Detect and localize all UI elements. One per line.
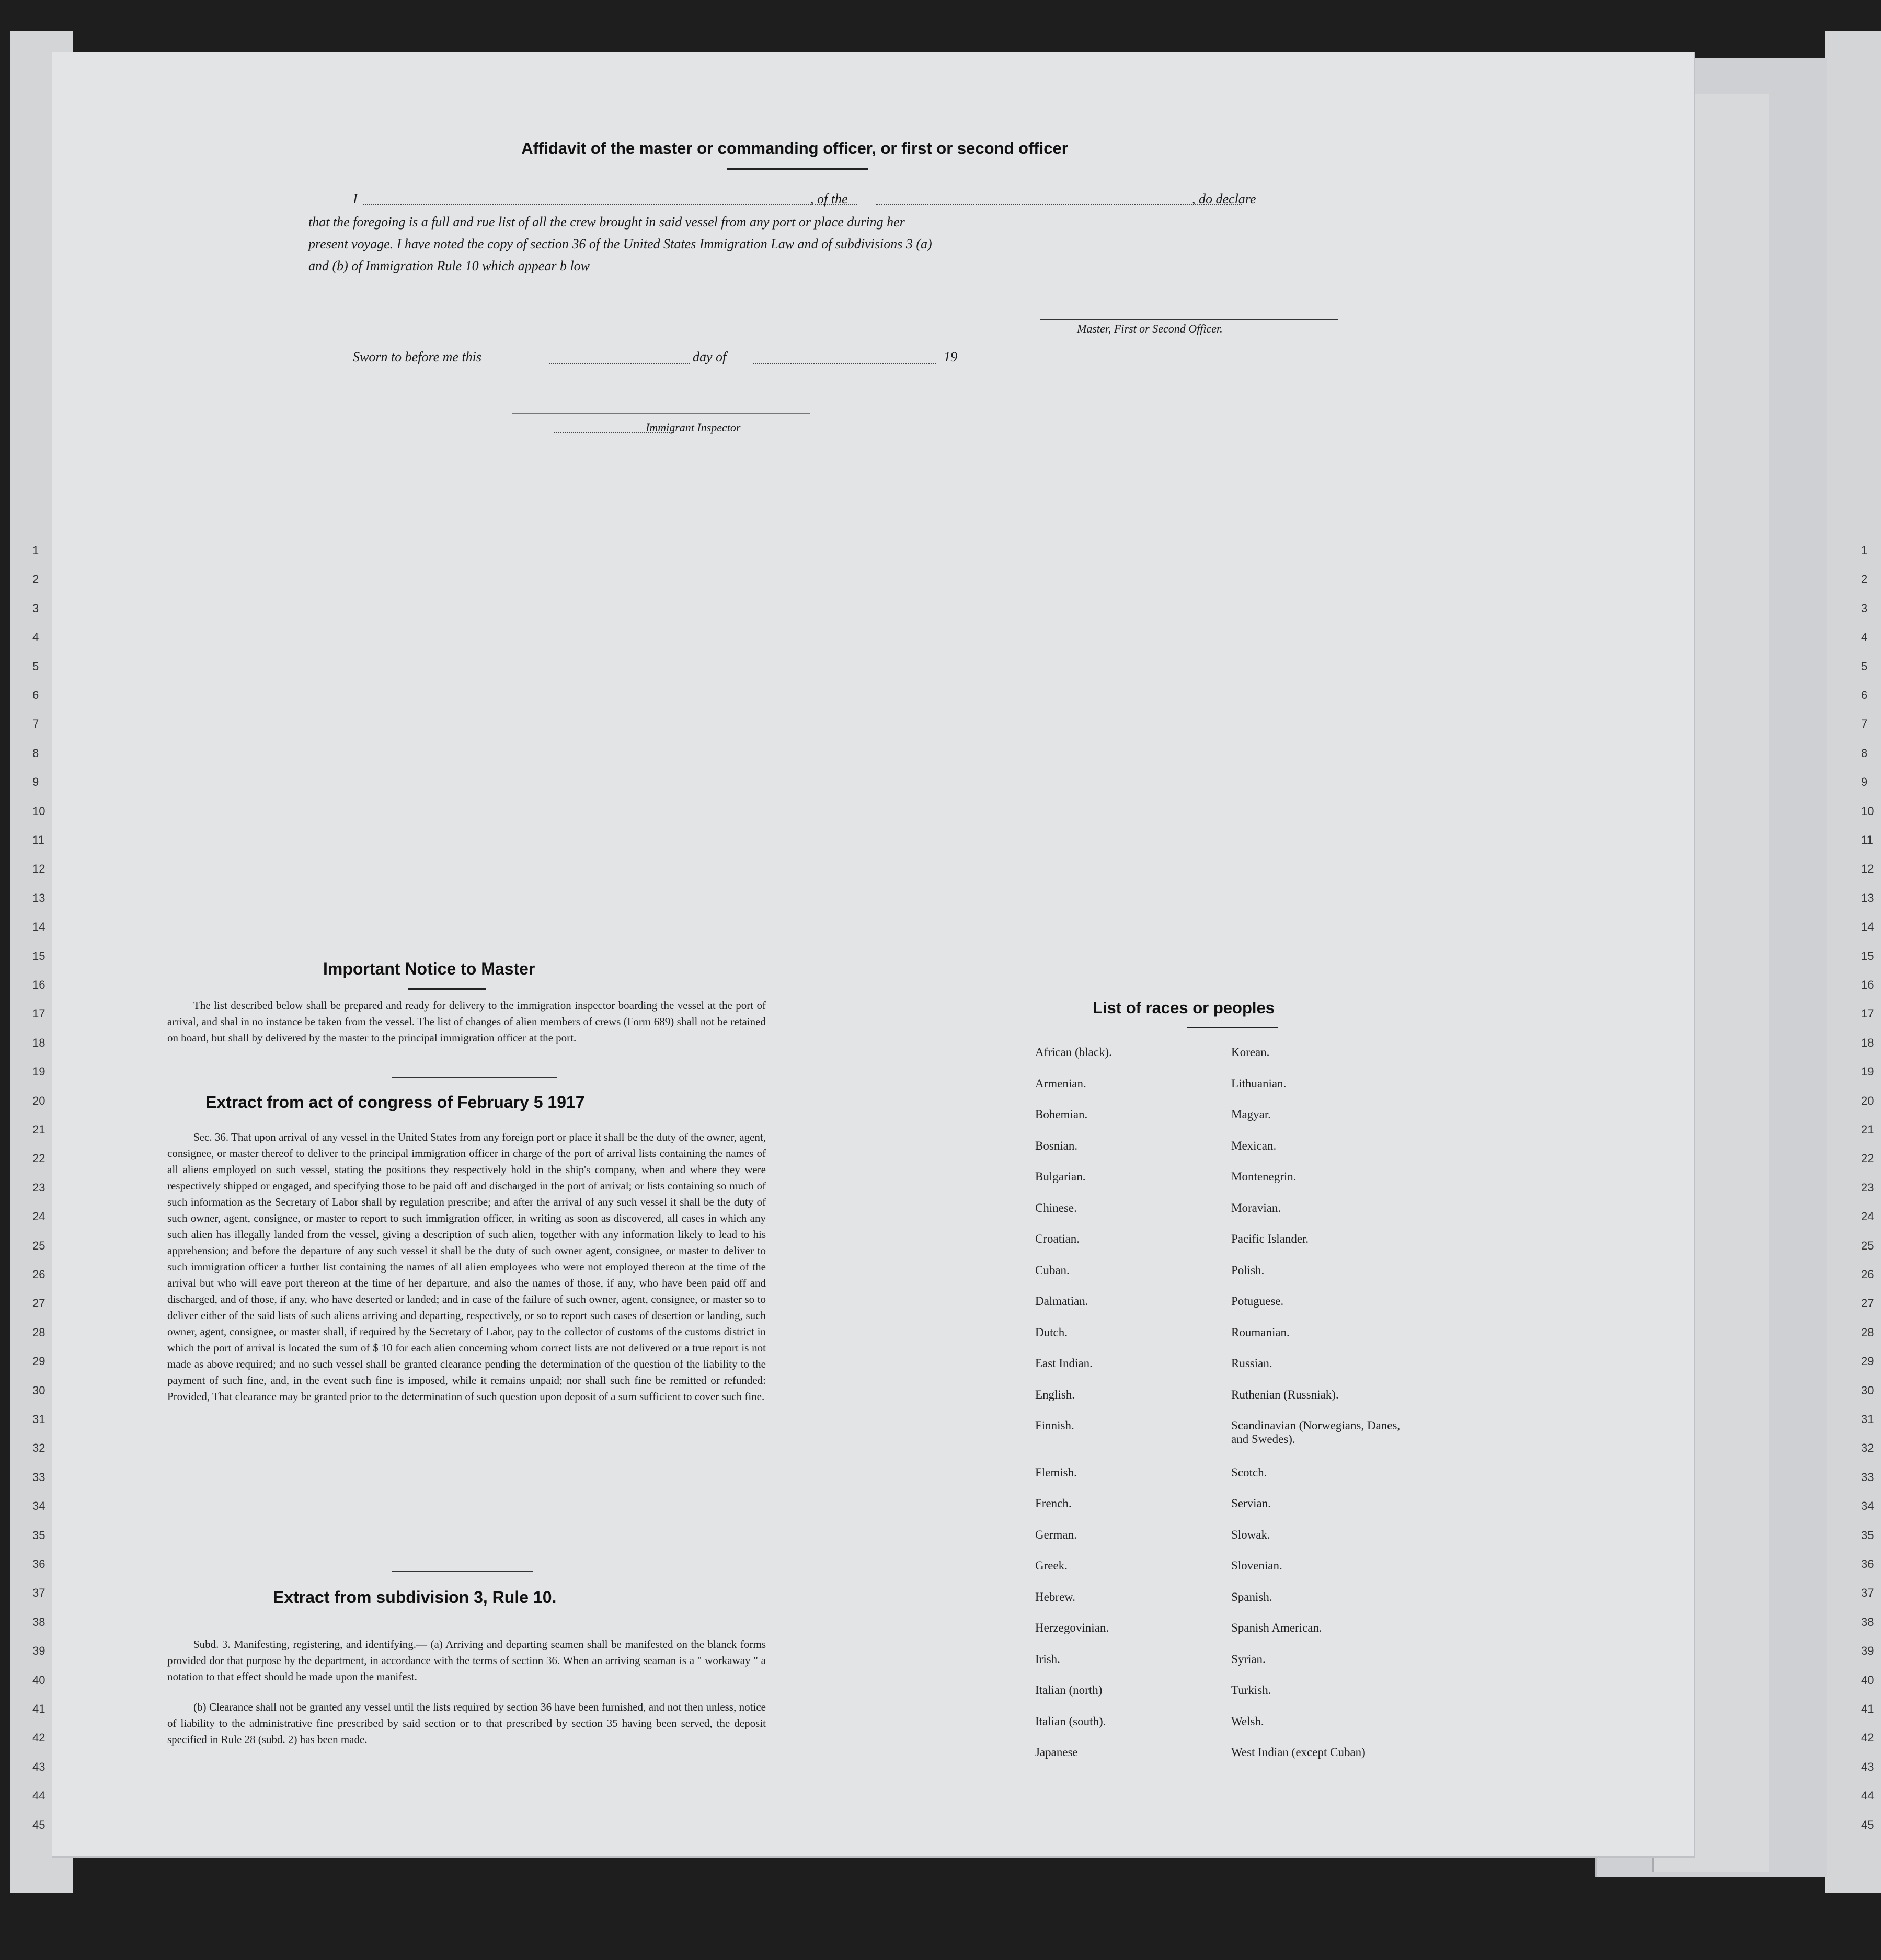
margin-number: 41 xyxy=(1861,1702,1874,1715)
margin-number: 8 xyxy=(32,746,39,760)
margin-number: 44 xyxy=(1861,1789,1874,1803)
margin-number: 33 xyxy=(32,1470,45,1484)
margin-number: 45 xyxy=(32,1818,45,1831)
margin-number: 40 xyxy=(32,1673,45,1687)
race-item: Bohemian. xyxy=(1035,1108,1088,1121)
margin-number: 27 xyxy=(1861,1297,1874,1310)
margin-number: 18 xyxy=(1861,1036,1874,1049)
affidavit-of-the: , of the xyxy=(810,191,848,207)
margin-number: 7 xyxy=(32,717,39,731)
affidavit-line-4: and (b) of Immigration Rule 10 which appear b low xyxy=(308,258,590,273)
margin-number: 21 xyxy=(1861,1123,1874,1136)
margin-number: 32 xyxy=(32,1441,45,1455)
margin-number: 41 xyxy=(32,1702,45,1715)
margin-number: 9 xyxy=(32,775,39,789)
margin-number: 30 xyxy=(32,1383,45,1397)
race-item: Bulgarian. xyxy=(1035,1170,1086,1183)
margin-number: 1 xyxy=(1861,544,1868,557)
margin-number: 34 xyxy=(1861,1499,1874,1513)
race-item: Russian. xyxy=(1231,1357,1272,1370)
sworn-label: Sworn to before me this xyxy=(353,349,482,364)
margin-number: 45 xyxy=(1861,1818,1874,1831)
race-item: Slowak. xyxy=(1231,1528,1270,1541)
margin-number: 17 xyxy=(1861,1007,1874,1021)
race-item: Pacific Islander. xyxy=(1231,1232,1309,1245)
margin-number: 15 xyxy=(32,949,45,962)
title-underline xyxy=(727,168,868,170)
margin-number: 25 xyxy=(1861,1239,1874,1252)
margin-number: 12 xyxy=(1861,862,1874,876)
margin-number: 14 xyxy=(32,920,45,934)
race-item: Moravian. xyxy=(1231,1201,1281,1214)
margin-number: 5 xyxy=(32,659,39,673)
margin-number: 16 xyxy=(32,978,45,991)
margin-number: 23 xyxy=(32,1180,45,1194)
margin-number: 11 xyxy=(32,833,44,846)
document-page xyxy=(52,52,1695,1858)
race-item: Magyar. xyxy=(1231,1108,1271,1121)
day-of-label: day of xyxy=(693,349,727,364)
race-item: Irish. xyxy=(1035,1652,1060,1666)
race-item: Lithuanian. xyxy=(1231,1076,1287,1090)
margin-number: 37 xyxy=(1861,1586,1874,1600)
vessel-blank xyxy=(876,204,1242,205)
inspector-label: Immigrant Inspector xyxy=(646,421,741,434)
race-item: African (black). xyxy=(1035,1046,1112,1059)
margin-number: 37 xyxy=(32,1586,45,1600)
inspector-line xyxy=(512,413,810,414)
rule-text-a: Subd. 3. Manifesting, registering, and identifying.— (a) Arriving and departing seamen shall be manifested on the blanck forms provided dor that purpose by the department, in accordance with the terms of section 36. When an arriving seaman is a " workaway " a notation to that effect should be made upon the manifest. xyxy=(167,1638,766,1683)
margin-number: 21 xyxy=(32,1123,45,1136)
race-item: Dutch. xyxy=(1035,1325,1068,1339)
margin-number: 23 xyxy=(1861,1180,1874,1194)
margin-number: 3 xyxy=(1861,601,1868,615)
margin-number: 38 xyxy=(32,1615,45,1629)
margin-number: 3 xyxy=(32,601,39,615)
race-item: Chinese. xyxy=(1035,1201,1077,1214)
race-item: French. xyxy=(1035,1497,1072,1510)
margin-number: 6 xyxy=(32,689,39,702)
race-item: Flemish. xyxy=(1035,1465,1077,1479)
margin-number: 38 xyxy=(1861,1615,1874,1629)
margin-number: 25 xyxy=(32,1239,45,1252)
act-title: Extract from act of congress of February 5 1917 xyxy=(205,1093,585,1111)
margin-number: 44 xyxy=(32,1789,45,1803)
race-item: Montenegrin. xyxy=(1231,1170,1297,1183)
margin-number: 13 xyxy=(1861,891,1874,904)
margin-number: 14 xyxy=(1861,920,1874,934)
notice-text: The list described below shall be prepared and ready for delivery to the immigration inspector boarding the vessel at the port of arrival, and shal in no instance be taken from the vessel. The list of changes of alien members of crews (Form 689) shall not be retained on board, but shall by delivered by the master to the principal immigration officer at the port. xyxy=(167,999,766,1044)
race-item: Scandinavian (Norwegians, Danes, and Swedes). xyxy=(1231,1419,1401,1446)
race-item: Mexican. xyxy=(1231,1139,1277,1152)
sworn-month-blank xyxy=(753,363,936,364)
race-item: Korean. xyxy=(1231,1046,1270,1059)
race-item: Turkish. xyxy=(1231,1683,1271,1697)
margin-number: 13 xyxy=(32,891,45,904)
margin-number: 28 xyxy=(1861,1325,1874,1339)
races-underline xyxy=(1187,1027,1278,1028)
margin-number: 35 xyxy=(1861,1528,1874,1542)
margin-number: 20 xyxy=(1861,1094,1874,1107)
margin-number: 31 xyxy=(32,1413,45,1426)
margin-number: 29 xyxy=(32,1355,45,1368)
margin-number: 18 xyxy=(32,1036,45,1049)
margin-number: 19 xyxy=(32,1065,45,1079)
race-item: English. xyxy=(1035,1388,1075,1401)
race-item: East Indian. xyxy=(1035,1357,1093,1370)
act-text: Sec. 36. That upon arrival of any vessel in the United States from any foreign port or place it shall be the duty of the owner, agent, consignee, or master thereof to deliver to the principal immigration officer in charge of the port of arrival lists containing the names of all aliens employed on such vessel, stating the positions they respectively hold in the ship's company, when and where they were respectively shipped or engaged, and specifying those to be paid off and discharged in the port of arrival; or lists containing so much of such information as the Secretary of Labor shall by regulation prescribe; and after the arrival of any such vessel it shall be the duty of such owner, agent, consignee, or master to report to such immigration officer, in writing as soon as discovered, all cases in which any such alien has illegally landed from the vessel, giving a description of such alien, together with any information likely to lead to his apprehension; and before the departure of any such vessel it shall be the duty of such owner agent, consignee, or master to deliver to such immigration officer a further list containing the names of all alien employees who were not employed thereon at the time of the arrival but who will eave port thereon at the time of her departure, and also the names of those, if any, who have been paid off and discharged, and of those, if any, who have deserted or landed; and in case of the failure of such owner, agent, consignee, or master so to deliver either of the said lists of such aliens arriving and departing, respectively, or so to report such cases of desertion or landing, such owner, agent, consignee, or master shall, if required by the Secretary of Labor, pay to the collector of customs of the customs district in which the port of arrival is located the sum of $ 10 for each alien concerning whom correct lists are not delivered or a true report is not made as above required; and no such vessel shall be granted clearance pending the determination of the question of the liability to the payment of such fine, and, in the event such fine is imposed, while it remains unpaid; nor shall such fine be remitted or refunded: Provided, That clearance may be granted prior to the determination of such question upon deposit of a sum sufficient to cover such fine. xyxy=(167,1131,766,1403)
margin-number: 32 xyxy=(1861,1441,1874,1455)
margin-number: 7 xyxy=(1861,717,1868,731)
margin-number: 20 xyxy=(32,1094,45,1107)
margin-number: 5 xyxy=(1861,659,1868,673)
race-item: Croatian. xyxy=(1035,1232,1080,1245)
signer-label: Master, First or Second Officer. xyxy=(1077,322,1223,335)
races-title: List of races or peoples xyxy=(1093,999,1275,1017)
race-item: Spanish. xyxy=(1231,1590,1272,1603)
margin-number: 6 xyxy=(1861,689,1868,702)
margin-number: 34 xyxy=(32,1499,45,1513)
margin-number: 31 xyxy=(1861,1413,1874,1426)
margin-number: 22 xyxy=(1861,1152,1874,1165)
race-item: Herzegovinian. xyxy=(1035,1621,1109,1634)
year-label: 19 xyxy=(944,349,957,364)
race-item: Welsh. xyxy=(1231,1714,1264,1728)
margin-number: 8 xyxy=(1861,746,1868,760)
race-item: Cuban. xyxy=(1035,1263,1070,1277)
race-item: Italian (north) xyxy=(1035,1683,1103,1697)
margin-number: 36 xyxy=(1861,1557,1874,1571)
margin-number: 27 xyxy=(32,1297,45,1310)
margin-number: 39 xyxy=(1861,1644,1874,1658)
rule-title: Extract from subdivision 3, Rule 10. xyxy=(273,1588,557,1607)
margin-number: 2 xyxy=(32,572,39,586)
margin-number: 15 xyxy=(1861,949,1874,962)
race-item: Finnish. xyxy=(1035,1419,1074,1432)
race-item: German. xyxy=(1035,1528,1077,1541)
margin-number: 1 xyxy=(32,544,39,557)
signature-line xyxy=(1040,319,1338,320)
race-item: Polish. xyxy=(1231,1263,1265,1277)
race-item: Potuguese. xyxy=(1231,1294,1284,1308)
race-item: Servian. xyxy=(1231,1497,1271,1510)
race-item: Scotch. xyxy=(1231,1465,1267,1479)
affidavit-i: I xyxy=(353,191,358,207)
margin-number: 28 xyxy=(32,1325,45,1339)
sworn-day-blank xyxy=(549,363,690,364)
race-item: Italian (south). xyxy=(1035,1714,1106,1728)
margin-number: 24 xyxy=(1861,1210,1874,1223)
margin-number: 33 xyxy=(1861,1470,1874,1484)
margin-number: 43 xyxy=(32,1760,45,1773)
margin-number: 17 xyxy=(32,1007,45,1021)
margin-number: 26 xyxy=(32,1268,45,1281)
margin-number: 10 xyxy=(32,804,45,818)
margin-number: 22 xyxy=(32,1152,45,1165)
separator-rule xyxy=(392,1077,557,1078)
name-blank xyxy=(363,204,857,205)
rule-text-b: (b) Clearance shall not be granted any vessel until the lists required by section 36 have been furnished, and not then unless, notice of liability to the administrative fine prescribed by said section or to that prescribed by section 35 having been served, the deposit specified in Rule 28 (subd. 2) has been made. xyxy=(167,1701,766,1746)
margin-number: 39 xyxy=(32,1644,45,1658)
affidavit-line-2: that the foregoing is a full and rue list of all the crew brought in said vessel from any port or place during her xyxy=(308,214,905,230)
margin-number: 12 xyxy=(32,862,45,876)
margin-number: 11 xyxy=(1861,833,1873,846)
race-item: Greek. xyxy=(1035,1559,1068,1572)
race-item: West Indian (except Cuban) xyxy=(1231,1746,1366,1759)
race-item: Armenian. xyxy=(1035,1076,1086,1090)
race-item: Bosnian. xyxy=(1035,1139,1078,1152)
margin-number: 43 xyxy=(1861,1760,1874,1773)
margin-number: 26 xyxy=(1861,1268,1874,1281)
race-item: Ruthenian (Russniak). xyxy=(1231,1388,1339,1401)
race-item: Japanese xyxy=(1035,1746,1078,1759)
affidavit-title: Affidavit of the master or commanding officer, or first or second officer xyxy=(521,139,1068,157)
race-item: Roumanian. xyxy=(1231,1325,1290,1339)
margin-number: 19 xyxy=(1861,1065,1874,1079)
margin-number: 42 xyxy=(32,1731,45,1745)
notice-title: Important Notice to Master xyxy=(323,959,535,978)
race-item: Spanish American. xyxy=(1231,1621,1322,1634)
margin-number: 4 xyxy=(1861,631,1868,644)
margin-number: 10 xyxy=(1861,804,1874,818)
margin-number: 36 xyxy=(32,1557,45,1571)
separator-rule xyxy=(392,1571,533,1572)
race-item: Syrian. xyxy=(1231,1652,1266,1666)
margin-number: 30 xyxy=(1861,1383,1874,1397)
margin-number: 35 xyxy=(32,1528,45,1542)
margin-number: 16 xyxy=(1861,978,1874,991)
margin-number: 24 xyxy=(32,1210,45,1223)
margin-number: 40 xyxy=(1861,1673,1874,1687)
margin-number: 4 xyxy=(32,631,39,644)
race-item: Hebrew. xyxy=(1035,1590,1076,1603)
margin-number: 2 xyxy=(1861,572,1868,586)
margin-number: 29 xyxy=(1861,1355,1874,1368)
margin-number: 9 xyxy=(1861,775,1868,789)
affidavit-line-3: present voyage. I have noted the copy of section 36 of the United States Immigration Law and of subdivisions 3 (a) xyxy=(308,236,932,251)
margin-number: 42 xyxy=(1861,1731,1874,1745)
notice-underline xyxy=(408,988,486,990)
race-item: Slovenian. xyxy=(1231,1559,1282,1572)
race-item: Dalmatian. xyxy=(1035,1294,1088,1308)
affidavit-declare: , do declare xyxy=(1192,191,1256,207)
